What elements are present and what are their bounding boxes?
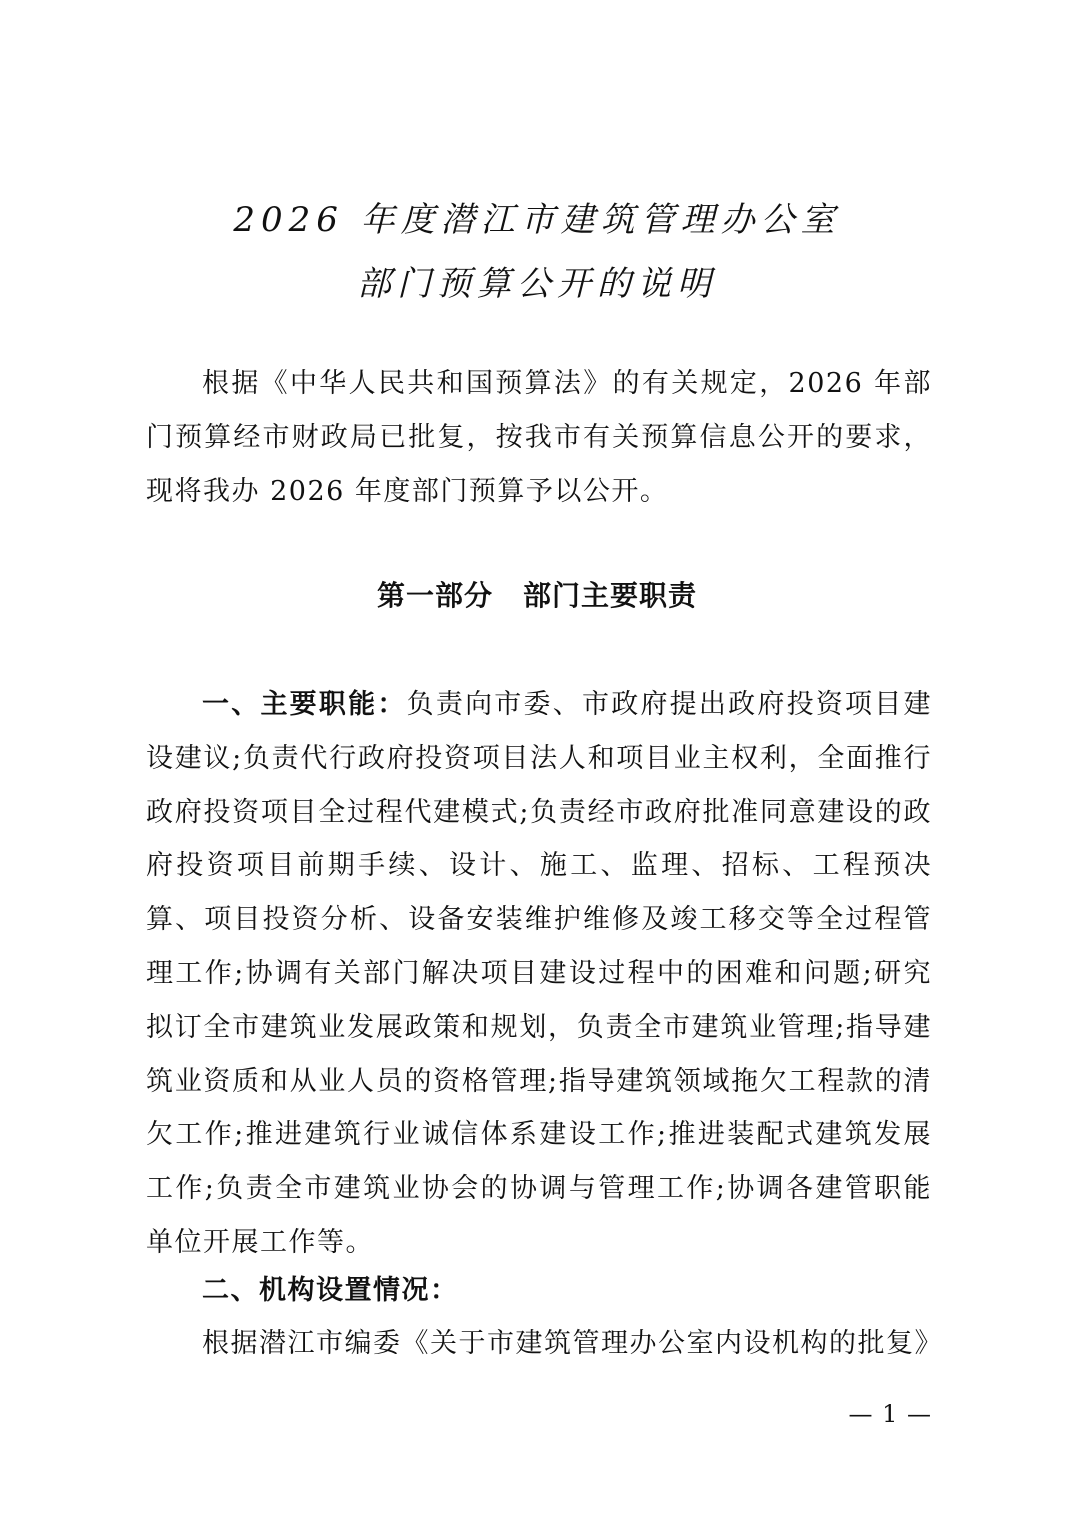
section-name: 部门主要职责 (523, 579, 698, 612)
functions-paragraph (146, 678, 932, 1270)
section-part-label: 第一部分 (376, 579, 493, 612)
functions-heading: 一、主要职能： (202, 689, 407, 720)
section-heading (0, 574, 1074, 614)
page-number: — 1 — (848, 1400, 932, 1428)
intro-paragraph: 根据《中华人民共和国预算法》的有关规定，2026 年部门预算经市财政局已批复，按我市有关预算信息公开的要求，现将我办 2026 年度部门预算予以公开。 (146, 368, 932, 507)
organization-paragraph: 根据潜江市编委《关于市建筑管理办公室内设机构的批复》 (202, 1328, 943, 1359)
functions-text: 负责向市委、市政府提出政府投资项目建设建议;负责代行政府投资项目法人和项目业主权利，全面推行政府投资项目全过程代建模式;负责经市政府批准同意建设的政府投资项目前期手续、设计、施工、监理、招标、工程预决算、项目投资分析、设备安装维护维修及竣工移交等全过程管理工作;协调有关部门解决项目建设过程中的困难和问题;研究拟订全市建筑业发展政策和规划，负责全市建筑业管理;指导建筑业资质和从业人员的资格管理;指导建筑领域拖欠工程款的清欠工作;推进建筑行业诚信体系建设工作;推进装配式建筑发展工作;负责全市建筑业协会的协调与管理工作;协调各建管职能单位开展工作等。 (146, 689, 933, 1258)
organization-heading: 二、机构设置情况： (202, 1275, 459, 1306)
document-title-line1: 2026 年度潜江市建筑管理办公室 (233, 200, 841, 240)
document-title-line2: 部门预算公开的说明 (357, 264, 717, 304)
